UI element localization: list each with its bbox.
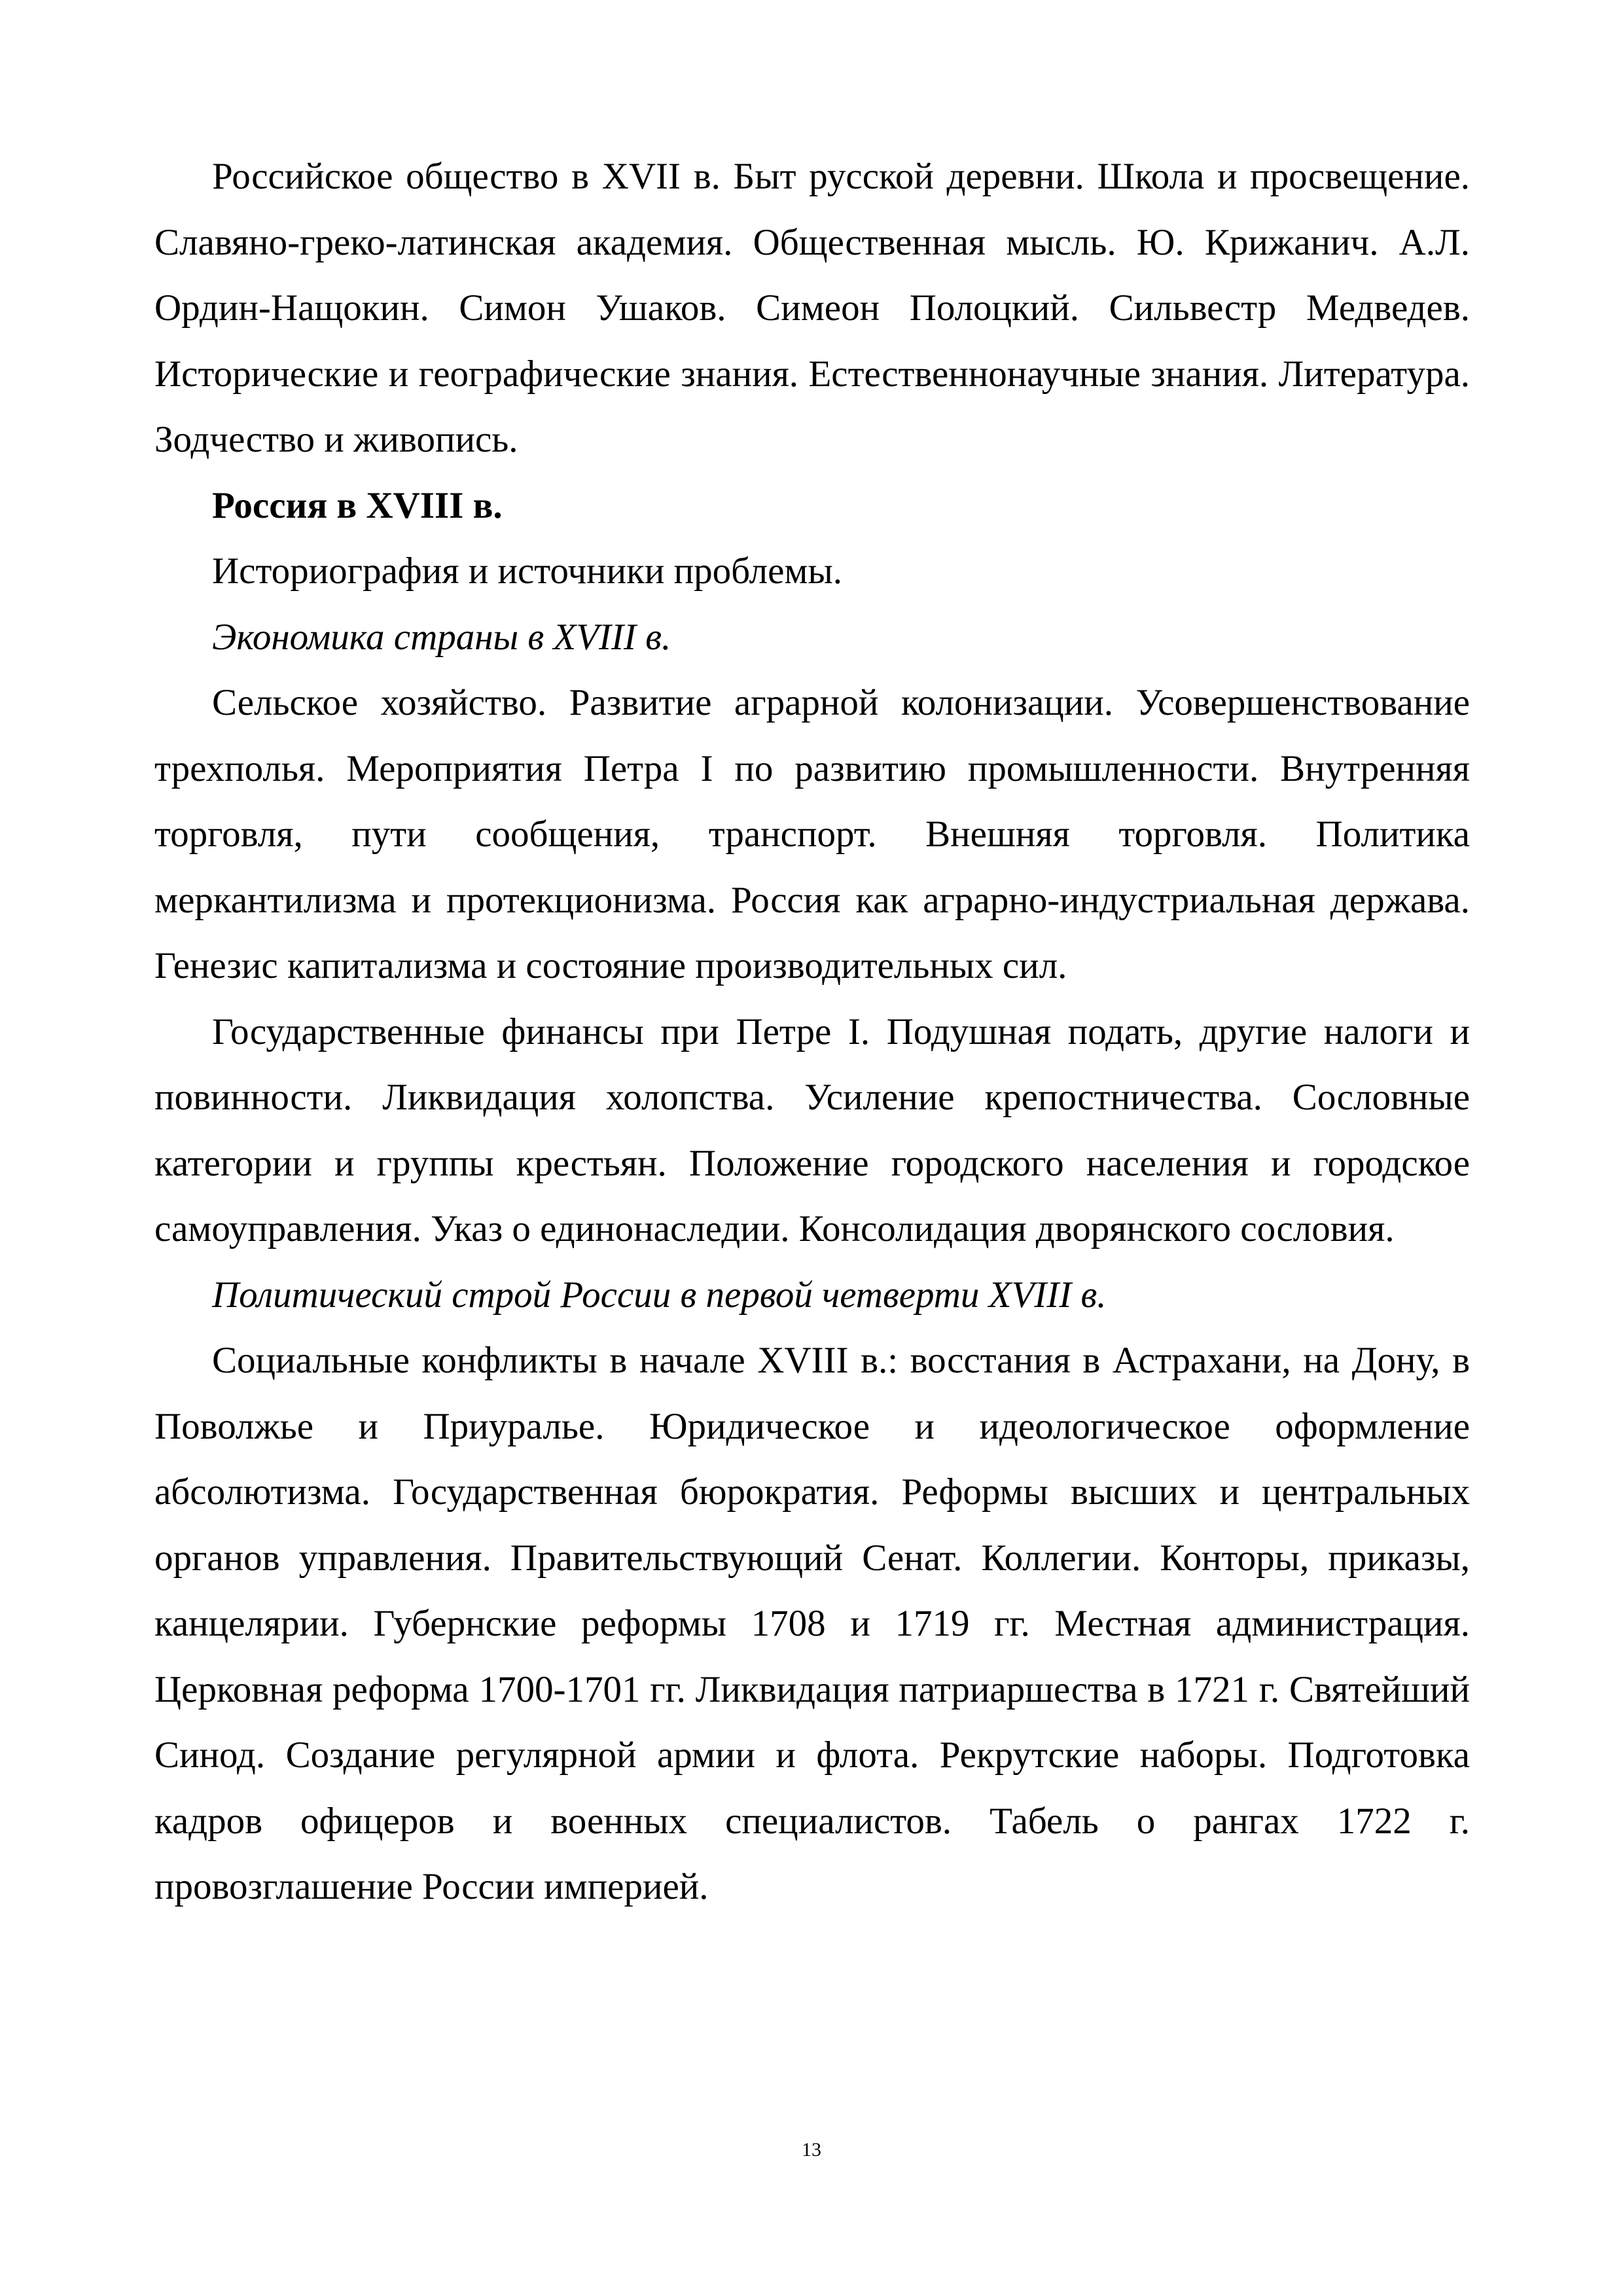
- page-number: 13: [802, 2139, 821, 2161]
- document-page: [154, 144, 1470, 1920]
- paragraph-social-conflicts: Социальные конфликты в начале XVIII в.: восстания в Астрахани, на Дону, в Поволжье и Приуралье. Юридическое и идеологическое оформление абсолютизма. Государственная бюрократия. Реформы высших и центральных органов управления. Правительствующий Сенат. Коллегии. Конторы, приказы, канцелярии. Губернские реформы 1708 и 1719 гг. Местная администрация. Церковная реформа 1700-1701 гг. Ликвидация патриаршества в 1721 г. Святейший Синод. Создание регулярной армии и флота. Рекрутские наборы. Подготовка кадров офицеров и военных специалистов. Табель о рангах 1722 г. провозглашение России империей.: [154, 1340, 1470, 1907]
- paragraph-historiography: Историография и источники проблемы.: [212, 550, 843, 592]
- paragraph-russian-society-17th-century: Российское общество в XVII в. Быт русской деревни. Школа и просвещение. Славяно-греко-латинская академия. Общественная мысль. Ю. Крижанич. А.Л. Ордин-Нащокин. Симон Ушаков. Симеон Полоцкий. Сильвестр Медведев. Исторические и географические знания. Естественнонаучные знания. Литература. Зодчество и живопись.: [154, 156, 1470, 460]
- subheading-economy: Экономика страны в XVIII в.: [212, 616, 671, 658]
- subheading-political-system: Политический строй России в первой четверти XVIII в.: [212, 1274, 1107, 1316]
- section-heading-russia-18th-century: Россия в XVIII в.: [212, 484, 503, 526]
- paragraph-state-finances: Государственные финансы при Петре I. Подушная подать, другие налоги и повинности. Ликвидация холопства. Усиление крепостничества. Сословные категории и группы крестьян. Положение городского населения и городское самоуправления. Указ о единонаследии. Консолидация дворянского сословия.: [154, 1011, 1470, 1249]
- paragraph-agriculture: Сельское хозяйство. Развитие аграрной колонизации. Усовершенствование трехполья. Мероприятия Петра I по развитию промышленности. Внутренняя торговля, пути сообщения, транспорт. Внешняя торговля. Политика меркантилизма и протекционизма. Россия как аграрно-индустриальная держава. Генезис капитализма и состояние производительных сил.: [154, 682, 1470, 986]
